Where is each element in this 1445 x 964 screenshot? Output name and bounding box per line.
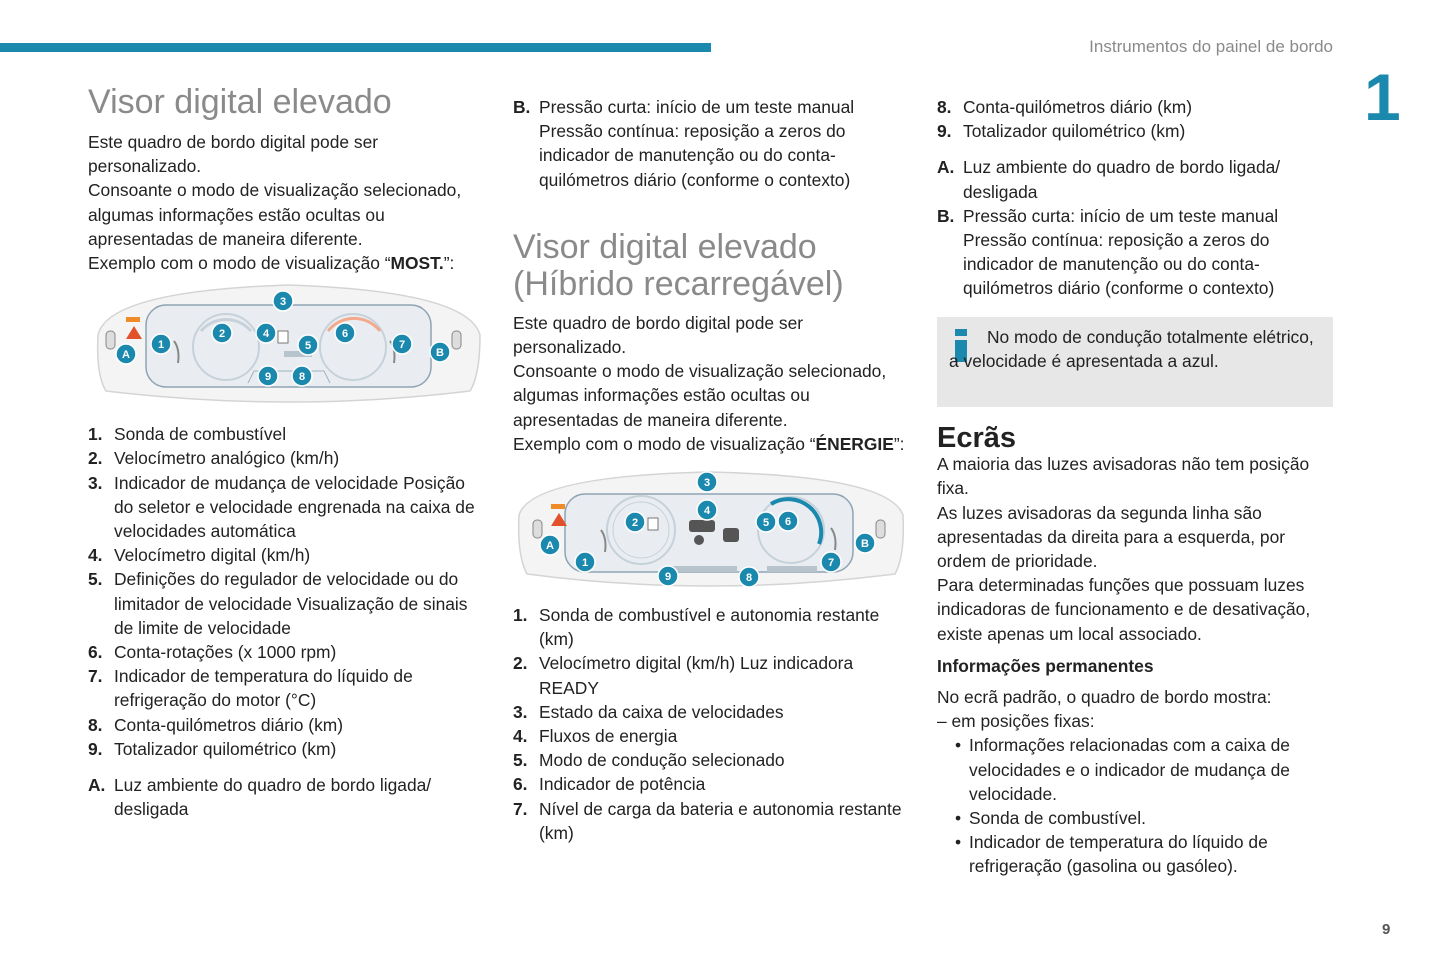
column-2 bbox=[513, 0, 908, 845]
svg-text:3: 3 bbox=[703, 477, 711, 490]
callout-A bbox=[116, 344, 136, 364]
dash-item: – em posições fixas: bbox=[937, 711, 1095, 732]
list-item: 3. Estado da caixa de velocidades bbox=[513, 701, 784, 722]
list-item: 5. Definições do regulador de velocidade ou do limitador de velocidade Visualização de sinais de limite de velocidade bbox=[88, 569, 468, 638]
list-item: 5. Modo de condução selecionado bbox=[513, 750, 785, 771]
list-item: A. Luz ambiente do quadro de bordo ligada/ desligada bbox=[937, 157, 1281, 202]
example-caption: Exemplo com o modo de visualização “ÉNERGIE”: bbox=[513, 433, 905, 454]
info-note-text: No modo de condução totalmente elétrico, a velocidade é apresentada a azul. bbox=[949, 327, 1314, 372]
svg-text:5: 5 bbox=[304, 340, 312, 353]
list-item: 6. Indicador de potência bbox=[513, 774, 706, 795]
column-3-lower bbox=[937, 422, 1333, 879]
svg-text:2: 2 bbox=[218, 328, 226, 341]
body-paragraph: As luzes avisadoras da segunda linha são apresentadas da direita para a esquerda, por ordem de prioridade. bbox=[937, 502, 1286, 572]
legend-list-energie-continued bbox=[937, 95, 1333, 143]
list-item: B. Pressão curta: início de um teste manual Pressão contínua: reposição a zeros do indicador de manutenção ou do conta-quilómetros diário (conforme o contexto) bbox=[513, 97, 855, 190]
svg-text:4: 4 bbox=[262, 328, 270, 341]
example-caption: Exemplo com o modo de visualização “MOST.”: bbox=[88, 253, 455, 274]
list-item: 2. Velocímetro digital (km/h) Luz indicadora READY bbox=[513, 653, 854, 698]
svg-text:7: 7 bbox=[398, 339, 406, 352]
intro-paragraph: Este quadro de bordo digital pode ser personalizado. bbox=[88, 132, 379, 177]
svg-text:1: 1 bbox=[581, 557, 589, 570]
list-item: 8. Conta-quilómetros diário (km) bbox=[88, 714, 344, 735]
svg-text:7: 7 bbox=[827, 557, 835, 570]
callout-7 bbox=[821, 552, 841, 572]
callout-8 bbox=[292, 366, 312, 386]
list-item: 1. Sonda de combustível e autonomia restante (km) bbox=[513, 605, 880, 650]
instrument-cluster-diagram-energie bbox=[513, 470, 908, 595]
list-item: 9. Totalizador quilométrico (km) bbox=[88, 738, 337, 759]
bullet-item: • Indicador de temperatura do líquido de refrigeração (gasolina ou gasóleo). bbox=[937, 830, 1333, 878]
callout-9 bbox=[658, 566, 678, 586]
intro-paragraph: Este quadro de bordo digital pode ser personalizado. bbox=[513, 312, 804, 358]
bullet-item: • Sonda de combustível. bbox=[937, 806, 1333, 830]
list-item: 9. Totalizador quilométrico (km) bbox=[937, 121, 1186, 142]
body-paragraph: Para determinadas funções que possuam luzes indicadoras de funcionamento e de desativação, existe apenas um local associado. bbox=[937, 575, 1311, 644]
body-paragraph: A maioria das luzes avisadoras não tem posição fixa. bbox=[937, 454, 1310, 499]
running-header: Instrumentos do painel de bordo bbox=[1089, 37, 1333, 56]
section-title-hybrid: Visor digital elevado (Híbrido recarregável) bbox=[513, 227, 844, 303]
section-title-ecras: Ecrãs bbox=[937, 422, 1017, 454]
callout-5 bbox=[298, 335, 318, 355]
callout-4 bbox=[697, 500, 717, 520]
svg-text:1: 1 bbox=[157, 339, 165, 352]
callout-1 bbox=[151, 334, 171, 354]
svg-text:9: 9 bbox=[664, 571, 672, 584]
callout-9 bbox=[258, 366, 278, 386]
callout-6 bbox=[335, 323, 355, 343]
callout-1 bbox=[575, 552, 595, 572]
callout-3 bbox=[697, 472, 717, 492]
bullet-list bbox=[937, 733, 1333, 878]
callout-8 bbox=[739, 567, 759, 587]
callout-2 bbox=[212, 323, 232, 343]
svg-text:A: A bbox=[546, 540, 554, 553]
info-note bbox=[937, 317, 1333, 407]
list-item: 6. Conta-rotações (x 1000 rpm) bbox=[88, 642, 337, 663]
list-item: 4. Fluxos de energia bbox=[513, 726, 678, 747]
legend-list-letters bbox=[88, 773, 488, 821]
callout-3 bbox=[273, 291, 293, 311]
legend-list-most bbox=[88, 422, 488, 761]
svg-text:8: 8 bbox=[745, 572, 753, 585]
svg-text:6: 6 bbox=[784, 516, 792, 529]
svg-text:3: 3 bbox=[279, 296, 287, 309]
svg-text:4: 4 bbox=[703, 505, 711, 518]
svg-text:5: 5 bbox=[762, 517, 770, 530]
list-item: 2. Velocímetro analógico (km/h) bbox=[88, 448, 340, 469]
list-item: A. Luz ambiente do quadro de bordo ligada/ desligada bbox=[88, 775, 432, 820]
list-item: 8. Conta-quilómetros diário (km) bbox=[937, 97, 1193, 117]
body-paragraph: No ecrã padrão, o quadro de bordo mostra: bbox=[937, 687, 1272, 708]
callout-7 bbox=[392, 334, 412, 354]
page-number: 9 bbox=[1382, 921, 1391, 938]
callout-B bbox=[430, 342, 450, 362]
svg-text:A: A bbox=[122, 349, 130, 362]
bullet-item: • Informações relacionadas com a caixa de velocidades e o indicador de mudança de velocidade. bbox=[937, 733, 1333, 806]
callout-5 bbox=[756, 512, 776, 532]
list-item: 1. Sonda de combustível bbox=[88, 424, 287, 445]
svg-text:9: 9 bbox=[264, 371, 272, 384]
list-item: 3. Indicador de mudança de velocidade Posição do seletor e velocidade engrenada na caixa de velocidades automática bbox=[88, 472, 475, 542]
callout-6 bbox=[778, 511, 798, 531]
svg-text:B: B bbox=[436, 347, 444, 360]
callout-A bbox=[540, 535, 560, 555]
svg-text:6: 6 bbox=[341, 328, 349, 341]
legend-list-energie bbox=[513, 603, 908, 845]
intro-paragraph: Consoante o modo de visualização selecionado, algumas informações estão ocultas ou apresentadas de maneira diferente. bbox=[513, 361, 887, 430]
section-title-visor: Visor digital elevado bbox=[88, 83, 392, 121]
svg-text:2: 2 bbox=[631, 517, 639, 530]
list-item: 7. Indicador de temperatura do líquido de refrigeração do motor (°C) bbox=[88, 666, 413, 711]
list-item: B. Pressão curta: início de um teste manual Pressão contínua: reposição a zeros do indicador de manutenção ou do conta-quilómetros diário (conforme o contexto) bbox=[937, 205, 1279, 299]
intro-paragraph: Consoante o modo de visualização selecionado, algumas informações estão ocultas ou apresentadas de maneira diferente. bbox=[88, 180, 462, 249]
callout-2 bbox=[625, 512, 645, 532]
subheading-informacoes: Informações permanentes bbox=[937, 655, 1154, 676]
chapter-number: 1 bbox=[1364, 60, 1401, 134]
legend-list-letters bbox=[513, 95, 908, 192]
legend-list-letters bbox=[937, 155, 1333, 300]
callout-4 bbox=[256, 323, 276, 343]
callout-B bbox=[855, 533, 875, 553]
list-item: 4. Velocímetro digital (km/h) bbox=[88, 545, 311, 566]
instrument-cluster-diagram-most bbox=[88, 283, 488, 408]
column-1 bbox=[88, 0, 488, 821]
svg-text:8: 8 bbox=[298, 371, 306, 384]
list-item: 7. Nível de carga da bateria e autonomia restante (km) bbox=[513, 798, 902, 843]
column-3 bbox=[937, 0, 1333, 301]
svg-text:B: B bbox=[861, 538, 869, 551]
